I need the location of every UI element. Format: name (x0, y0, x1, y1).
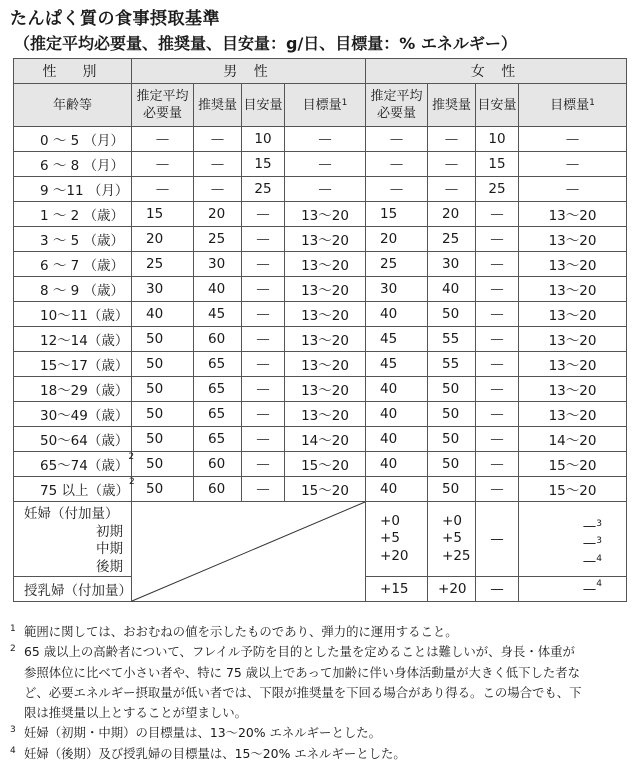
female-value-cell: — (428, 127, 476, 152)
male-value-cell: 65 (194, 377, 242, 402)
table-row (14, 427, 627, 452)
female-value-cell: — (428, 152, 476, 177)
female-value-cell: 40 (366, 452, 428, 477)
female-value-cell: — (366, 127, 428, 152)
table-row (14, 277, 627, 302)
male-value-cell: 13～20 (285, 302, 366, 327)
table-row (14, 202, 627, 227)
table-row (14, 402, 627, 427)
male-value-cell: — (285, 177, 366, 202)
male-value-cell: 50 (132, 327, 194, 352)
male-ai-header: 目安量 (242, 84, 285, 127)
female-value-cell: 40 (366, 477, 428, 502)
female-value-cell: 50 (428, 377, 476, 402)
table-row (14, 352, 627, 377)
male-value-cell: — (242, 477, 285, 502)
male-rda-header: 推奨量 (194, 84, 242, 127)
male-value-cell: — (194, 127, 242, 152)
male-na-diagonal-cell (132, 502, 366, 602)
age-cell: 6 ～ 7 （歳） (14, 252, 132, 277)
male-value-cell: 50 (132, 427, 194, 452)
male-value-cell: 50 (132, 352, 194, 377)
female-value-cell: 50 (428, 477, 476, 502)
male-value-cell: 13～20 (285, 402, 366, 427)
female-value-cell: 25 (476, 177, 519, 202)
pregnant-rda-cell: +0 +5 +25 (428, 502, 476, 577)
female-value-cell: 20 (428, 202, 476, 227)
lactating-dg-cell: —$^4$ (519, 577, 627, 602)
table-row (14, 227, 627, 252)
male-value-cell: 65 (194, 352, 242, 377)
female-value-cell: 50 (428, 427, 476, 452)
female-value-cell: 15～20 (519, 477, 627, 502)
age-cell: 65～74（歳）$^2$ (14, 452, 132, 477)
footnote-line: 2 65 歳以上の高齢者について、フレイル予防を目的とした量を定めることは難しいが、身長・体重が (10, 642, 630, 662)
pregnant-ear-cell: +0 +5 +20 (366, 502, 428, 577)
footnote-marker: 2 (10, 644, 16, 655)
female-value-cell: 10 (476, 127, 519, 152)
male-value-cell: — (285, 127, 366, 152)
pregnant-ai-cell: — (476, 502, 519, 577)
female-value-cell: 50 (428, 402, 476, 427)
diagonal-line (132, 502, 365, 601)
sex-header: 性 別 (14, 59, 132, 84)
female-value-cell: 13～20 (519, 202, 627, 227)
table-row (14, 302, 627, 327)
female-value-cell: — (519, 152, 627, 177)
male-value-cell: — (132, 127, 194, 152)
table-row (14, 477, 627, 502)
female-value-cell: — (476, 402, 519, 427)
page-title: たんぱく質の食事摂取基準 (10, 9, 220, 29)
male-value-cell: 65 (194, 427, 242, 452)
female-value-cell: — (476, 277, 519, 302)
table-row (14, 327, 627, 352)
female-value-cell: — (366, 152, 428, 177)
male-value-cell: 20 (132, 227, 194, 252)
footnote-marker: 3 (10, 725, 16, 736)
table-row (14, 177, 627, 202)
female-value-cell: — (476, 352, 519, 377)
protein-intake-table (13, 58, 627, 602)
female-ai-header: 目安量 (476, 84, 519, 127)
lactating-ai-cell: — (476, 577, 519, 602)
footnotes (10, 622, 630, 764)
male-value-cell: — (194, 177, 242, 202)
female-value-cell: 30 (428, 252, 476, 277)
female-value-cell: 13～20 (519, 327, 627, 352)
female-value-cell: — (476, 252, 519, 277)
female-value-cell: — (476, 377, 519, 402)
pregnant-label-cell: 妊婦（付加量） 初期 中期 後期 (14, 502, 132, 577)
male-value-cell: 15～20 (285, 452, 366, 477)
female-value-cell: 15～20 (519, 452, 627, 477)
male-value-cell: — (242, 277, 285, 302)
female-value-cell: 40 (366, 377, 428, 402)
female-rda-header: 推奨量 (428, 84, 476, 127)
female-value-cell: — (476, 427, 519, 452)
male-value-cell: 50 (132, 477, 194, 502)
age-cell: 50～64（歳） (14, 427, 132, 452)
male-value-cell: — (285, 152, 366, 177)
female-value-cell: 45 (366, 327, 428, 352)
male-value-cell: 25 (132, 252, 194, 277)
age-cell: 3 ～ 5 （歳） (14, 227, 132, 252)
female-value-cell: 50 (428, 302, 476, 327)
male-value-cell: 13～20 (285, 202, 366, 227)
male-value-cell: — (242, 352, 285, 377)
age-cell: 10～11（歳） (14, 302, 132, 327)
female-value-cell: — (519, 177, 627, 202)
female-dg-header: 目標量$^1$ (519, 84, 627, 127)
female-value-cell: 13～20 (519, 252, 627, 277)
age-cell: 6 ～ 8 （月） (14, 152, 132, 177)
age-cell: 8 ～ 9 （歳） (14, 277, 132, 302)
male-value-cell: 50 (132, 402, 194, 427)
lactating-ear-cell: +15 (366, 577, 428, 602)
female-value-cell: 25 (428, 227, 476, 252)
male-value-cell: — (242, 327, 285, 352)
male-value-cell: 40 (132, 302, 194, 327)
age-cell: 18～29（歳） (14, 377, 132, 402)
male-value-cell: 65 (194, 402, 242, 427)
female-value-cell: 45 (366, 352, 428, 377)
male-dg-header: 目標量$^1$ (285, 84, 366, 127)
male-value-cell: 14～20 (285, 427, 366, 452)
footnote-line: 4 妊婦（後期）及び授乳婦の目標量は、15～20% エネルギーとした。 (10, 744, 630, 764)
female-value-cell: 15 (476, 152, 519, 177)
male-value-cell: — (242, 202, 285, 227)
male-value-cell: 60 (194, 327, 242, 352)
table-row (14, 377, 627, 402)
male-value-cell: 40 (194, 277, 242, 302)
female-value-cell: 40 (366, 427, 428, 452)
male-value-cell: — (132, 177, 194, 202)
female-value-cell: 13～20 (519, 402, 627, 427)
female-value-cell: — (476, 327, 519, 352)
female-value-cell: 50 (428, 452, 476, 477)
female-value-cell: 13～20 (519, 277, 627, 302)
male-value-cell: 10 (242, 127, 285, 152)
footnote-line: 限は推奨量以上とすることが望ましい。 (24, 705, 248, 721)
female-value-cell: 30 (366, 277, 428, 302)
lactating-label-cell: 授乳婦（付加量） (14, 577, 132, 602)
age-cell: 75 以上（歳）$^2$ (14, 477, 132, 502)
female-value-cell: — (476, 477, 519, 502)
male-value-cell: — (242, 452, 285, 477)
male-value-cell: 20 (194, 202, 242, 227)
male-value-cell: 13～20 (285, 352, 366, 377)
female-value-cell: 55 (428, 352, 476, 377)
pregnant-dg-cell: —$^3$ —$^3$ —$^4$ (519, 502, 627, 577)
female-value-cell: — (476, 302, 519, 327)
footnote-marker: 4 (10, 745, 16, 756)
male-value-cell: 25 (194, 227, 242, 252)
age-cell: 30～49（歳） (14, 402, 132, 427)
male-value-cell: 13～20 (285, 252, 366, 277)
female-value-cell: — (519, 127, 627, 152)
female-value-cell: — (428, 177, 476, 202)
footnote-line: 参照体位に比べて小さい者や、特に 75 歳以上であって加齢に伴い身体活動量が大きく低下した者な (24, 664, 581, 680)
male-value-cell: — (242, 427, 285, 452)
table-row (14, 127, 627, 152)
female-value-cell: 13～20 (519, 352, 627, 377)
female-value-cell: 13～20 (519, 302, 627, 327)
female-value-cell: 13～20 (519, 377, 627, 402)
female-value-cell: — (366, 177, 428, 202)
female-value-cell: 40 (366, 402, 428, 427)
male-value-cell: — (194, 152, 242, 177)
male-value-cell: 30 (132, 277, 194, 302)
footnote-marker: 1 (10, 624, 16, 634)
male-value-cell: 13～20 (285, 277, 366, 302)
table-row (14, 252, 627, 277)
female-value-cell: 40 (428, 277, 476, 302)
female-value-cell: 25 (366, 252, 428, 277)
table-row (14, 452, 627, 477)
age-cell: 9 ～11 （月） (14, 177, 132, 202)
male-value-cell: — (242, 377, 285, 402)
age-cell: 0 ～ 5 （月） (14, 127, 132, 152)
age-cell: 1 ～ 2 （歳） (14, 202, 132, 227)
female-value-cell: 20 (366, 227, 428, 252)
male-value-cell: 50 (132, 377, 194, 402)
footnote-line: 1 範囲に関しては、おおむねの値を示したものであり、弾力的に運用すること。 (10, 622, 630, 642)
female-header: 女 性 (366, 59, 627, 84)
female-value-cell: 40 (366, 302, 428, 327)
male-value-cell: — (132, 152, 194, 177)
male-value-cell: 15～20 (285, 477, 366, 502)
male-value-cell: — (242, 402, 285, 427)
footnote-line: ど、必要エネルギー摂取量が低い者では、下限が推奨量を下回る場合があり得る。この場合でも、下 (24, 684, 582, 700)
page-subtitle: （推定平均必要量、推奨量、目安量：g/日、目標量：% エネルギー） (14, 34, 517, 53)
age-cell: 12～14（歳） (14, 327, 132, 352)
male-value-cell: 25 (242, 177, 285, 202)
footnote-line: 3 妊婦（初期・中期）の目標量は、13～20% エネルギーとした。 (10, 723, 630, 743)
male-value-cell: — (242, 227, 285, 252)
male-ear-header: 推定平均 必要量 (132, 84, 194, 127)
female-value-cell: — (476, 452, 519, 477)
female-value-cell: — (476, 202, 519, 227)
female-value-cell: 15 (366, 202, 428, 227)
male-value-cell: — (242, 302, 285, 327)
lactating-rda-cell: +20 (428, 577, 476, 602)
age-cell: 15～17（歳） (14, 352, 132, 377)
female-value-cell: — (476, 227, 519, 252)
male-value-cell: 15 (132, 202, 194, 227)
age-header: 年齢等 (14, 84, 132, 127)
male-value-cell: 13～20 (285, 227, 366, 252)
male-value-cell: 30 (194, 252, 242, 277)
male-value-cell: 15 (242, 152, 285, 177)
male-value-cell: 60 (194, 452, 242, 477)
male-value-cell: — (242, 252, 285, 277)
male-value-cell: 45 (194, 302, 242, 327)
male-value-cell: 50 (132, 452, 194, 477)
female-ear-header: 推定平均 必要量 (366, 84, 428, 127)
male-value-cell: 13～20 (285, 327, 366, 352)
male-value-cell: 60 (194, 477, 242, 502)
male-header: 男 性 (132, 59, 366, 84)
male-value-cell: 13～20 (285, 377, 366, 402)
female-value-cell: 55 (428, 327, 476, 352)
female-value-cell: 14～20 (519, 427, 627, 452)
female-value-cell: 13～20 (519, 227, 627, 252)
table-row (14, 152, 627, 177)
